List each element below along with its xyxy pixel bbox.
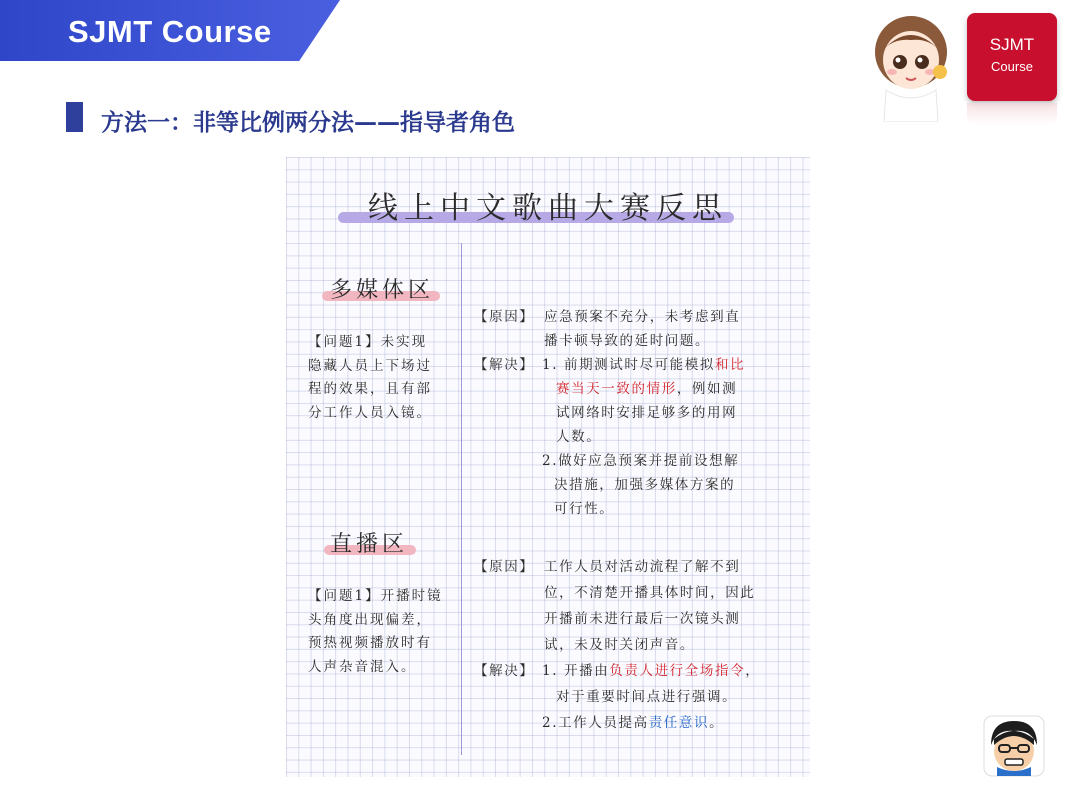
solution-text: 1. 前期测试时尽可能模拟 xyxy=(542,357,715,373)
problem-text: 【问题1】未实现隐藏人员上下场过程的效果，且有部分工作人员入镜。 xyxy=(308,334,432,421)
cause-line: 播卡顿导致的延时问题。 xyxy=(544,333,711,349)
highlight-text: 赛当天一致的情形 xyxy=(556,381,677,397)
cause-line: 试，未及时关闭声音。 xyxy=(544,637,695,653)
solution-tag: 【解决】 xyxy=(474,663,535,679)
solution-text: ， xyxy=(745,663,761,679)
solution-line xyxy=(542,659,760,683)
highlight-text: 和比 xyxy=(714,357,746,373)
notebook-page xyxy=(286,157,810,777)
cause-tag: 【原因】 xyxy=(474,559,535,575)
cause-line: 应急预案不充分，未考虑到直 xyxy=(544,309,741,325)
solution-text: 2.工作人员提高 xyxy=(542,715,649,731)
cause-tag: 【原因】 xyxy=(474,309,535,325)
solution-line xyxy=(556,377,737,401)
solution-line: 决措施，加强多媒体方案的 xyxy=(554,477,736,493)
sjmt-logo xyxy=(967,13,1057,101)
cause-line: 位，不清楚开播具体时间，因此 xyxy=(544,585,756,601)
solution-tag: 【解决】 xyxy=(474,357,535,373)
solution-line: 对于重要时间点进行强调。 xyxy=(556,689,738,705)
cartoon-girl-icon xyxy=(868,10,954,122)
highlight-text: 负责人进行全场指令 xyxy=(609,663,746,679)
logo-reflection xyxy=(967,103,1057,125)
solution-text: 。 xyxy=(709,715,725,731)
logo-text-line1: SJMT xyxy=(989,35,1035,54)
column-divider xyxy=(461,243,462,755)
avatar-icon xyxy=(983,715,1045,777)
section-title: 方法一：非等比例两分法——指导者角色 xyxy=(101,110,515,136)
solution-text: 1. 开播由 xyxy=(542,663,610,679)
solution-line: 人数。 xyxy=(556,429,602,445)
logo-text-line2: Course xyxy=(991,59,1033,74)
notebook-title: 线上中文歌曲大赛反思 xyxy=(368,191,728,226)
section-marker xyxy=(66,102,83,132)
highlight-text: 责任意识 xyxy=(648,715,710,731)
area-title-livestream: 直播区 xyxy=(330,532,409,557)
problem-text: 【问题1】开播时镜头角度出现偏差，预热视频播放时有人声杂音混入。 xyxy=(308,588,443,675)
solution-line xyxy=(542,353,745,377)
solution-line: 试网络时安排足够多的用网 xyxy=(556,405,738,421)
area-title-multimedia: 多媒体区 xyxy=(330,278,435,303)
brand-title: SJMT Course xyxy=(68,14,272,49)
solution-line: 可行性。 xyxy=(554,501,615,517)
cause-line: 工作人员对活动流程了解不到 xyxy=(544,559,741,575)
solution-line: 2.做好应急预案并提前设想解 xyxy=(542,453,740,469)
solution-line xyxy=(542,711,724,735)
cause-line: 开播前未进行最后一次镜头测 xyxy=(544,611,741,627)
solution-text: ，例如测 xyxy=(676,381,738,397)
